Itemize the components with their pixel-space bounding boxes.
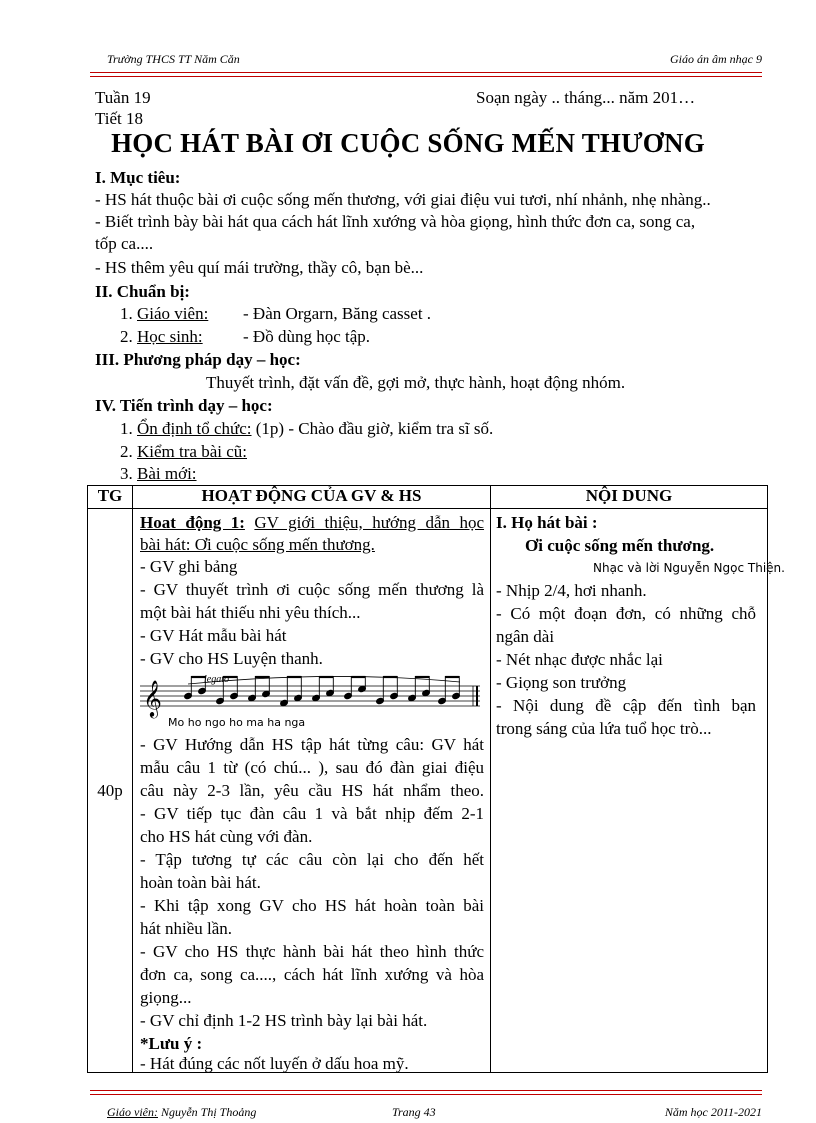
step-1-number: 1.	[120, 419, 133, 438]
lesson-number: Tiết 18	[95, 109, 144, 128]
objective-item: - HS thêm yêu quí mái trường, thầy cô, bạn bè...	[95, 258, 424, 277]
note-text: - Hát đúng các nốt luyến ở dấu hoa mỹ.	[140, 1054, 409, 1073]
activity-line: - GV ghi bảng	[140, 557, 238, 576]
activity-cell	[133, 509, 491, 1073]
activity-line: mẫu câu 1 từ (có chú... ), sau đó đàn giai điệu	[140, 758, 484, 777]
activity-line: - GV Hát mẫu bài hát	[140, 626, 287, 645]
step-3-number: 3.	[120, 464, 133, 483]
activity-line: đơn ca, song ca...., cách hát lĩnh xướng và hòa	[140, 965, 484, 984]
content-line: - Nội dung đề cập đến tình bạn	[496, 696, 756, 715]
process-step-3	[120, 463, 197, 485]
teacher-prep	[120, 303, 208, 325]
activity-line: - GV thuyết trình ơi cuộc sống mến thương là	[140, 580, 484, 599]
step-2-number: 2.	[120, 442, 133, 461]
treble-clef-icon: 𝄞	[143, 679, 162, 717]
process-heading: IV. Tiến trình dạy – học:	[95, 396, 273, 415]
teacher-prep-number: 1.	[120, 304, 133, 323]
music-staff-figure	[140, 670, 484, 730]
staff-lyrics: Mo ho ngo ho ma ha nga	[168, 716, 306, 729]
activity-line: - GV Hướng dẫn HS tập hát từng câu: GV hát	[140, 735, 484, 754]
content-line: - Giọng son trưởng	[496, 673, 627, 692]
page-title: HỌC HÁT BÀI ƠI CUỘC SỐNG MẾN THƯƠNG	[111, 128, 705, 158]
footer-page: Trang 43	[392, 1105, 436, 1119]
activity-line: - GV cho HS thực hành bài hát theo hình thức	[140, 942, 484, 961]
school-name: Trường THCS TT Năm Căn	[107, 52, 240, 66]
activity-line: hoàn toàn bài hát.	[140, 873, 261, 892]
footer-teacher-name: Nguyễn Thị Thoảng	[160, 1105, 257, 1119]
content-line: ngân dài	[496, 627, 555, 646]
activity-line: giọng...	[140, 988, 192, 1007]
objective-item: tốp ca....	[95, 234, 154, 253]
teacher-prep-label: Giáo viên:	[137, 304, 209, 323]
content-line: - Có một đoạn đơn, có những chỗ	[496, 604, 756, 623]
activity-line: câu này 2-3 lần, yêu cầu HS hát nhẩm theo.	[140, 781, 484, 800]
legato-marking: legato	[204, 674, 229, 685]
header-tg: TG	[88, 486, 133, 509]
activity-title	[140, 512, 484, 534]
footer-rule	[90, 1090, 762, 1095]
header-rule	[90, 72, 762, 77]
preparation-heading: II. Chuẩn bị:	[95, 282, 190, 301]
header-content: NỘI DUNG	[491, 486, 768, 509]
student-prep	[120, 326, 203, 348]
activity-line: - Tập tương tự các câu còn lại cho đến hết	[140, 850, 484, 869]
content-cell	[491, 509, 785, 1073]
week-label: Tuần 19	[95, 88, 151, 107]
activity-line: - GV tiếp tục đàn câu 1 và bắt nhịp đếm 2-1	[140, 804, 484, 823]
song-credit: Nhạc và lời Nguyễn Ngọc Thiện.	[593, 561, 785, 575]
activity-line: hát nhiều lần.	[140, 919, 233, 938]
time-cell	[88, 509, 133, 1073]
lesson-table	[87, 485, 785, 1073]
objective-item: - HS hát thuộc bài ơi cuộc sống mến thương, với giai điệu vui tươi, nhí nhảnh, nhẹ nhàng..	[95, 190, 711, 209]
activity-line: một bài hát thiếu nhi yêu thích...	[140, 603, 361, 622]
activity-line: - GV chỉ định 1-2 HS trình bày lại bài hát.	[140, 1011, 428, 1030]
step-2-label: Kiểm tra bài cũ:	[137, 442, 247, 461]
content-line: trong sáng của lứa tuổ học trò...	[496, 719, 712, 738]
activity-line: - Khi tập xong GV cho HS hát hoàn toàn bài	[140, 896, 484, 915]
step-1-value: (1p) - Chào đầu giờ, kiểm tra sĩ số.	[255, 419, 494, 438]
step-3-label: Bài mới:	[137, 464, 197, 483]
date-line: Soạn ngày .. tháng... năm 201…	[476, 88, 696, 107]
footer-teacher	[107, 1105, 256, 1120]
time-value: 40p	[97, 780, 123, 800]
process-step-2	[120, 441, 247, 463]
objectives-heading: I. Mục tiêu:	[95, 168, 181, 187]
student-prep-label: Học sinh:	[137, 327, 203, 346]
activity-title-rest: GV giới thiệu, hướng dẫn học	[254, 513, 485, 532]
song-title: Ơi cuộc sống mến thương.	[525, 536, 715, 555]
content-line: - Nhịp 2/4, hơi nhanh.	[496, 581, 647, 600]
student-prep-number: 2.	[120, 327, 133, 346]
student-prep-value: - Đồ dùng học tập.	[243, 327, 371, 346]
process-step-1	[120, 418, 493, 440]
activity-title-bold: Hoat động 1:	[140, 513, 245, 532]
footer-teacher-label: Giáo viên:	[107, 1105, 158, 1119]
teacher-prep-value: - Đàn Orgarn, Băng casset .	[243, 304, 432, 323]
content-heading: I. Họ hát bài :	[496, 513, 598, 532]
methods-text: Thuyết trình, đặt vấn đề, gợi mở, thực hành, hoạt động nhóm.	[206, 373, 626, 392]
step-1-label: Ổn định tổ chức:	[137, 419, 252, 438]
activity-title-line2: bài hát: Ơi cuộc sống mến thương.	[140, 535, 375, 554]
content-line: - Nét nhạc được nhắc lại	[496, 650, 663, 669]
footer-year: Năm học 2011-2021	[664, 1105, 762, 1119]
subject-name: Giáo án âm nhạc 9	[670, 52, 762, 66]
note-heading: *Lưu ý :	[140, 1034, 203, 1053]
header-activity: HOẠT ĐỘNG CỦA GV & HS	[133, 486, 491, 509]
objective-item: - Biết trình bày bài hát qua cách hát lĩnh xướng và hòa giọng, hình thức đơn ca, song ca,	[95, 212, 696, 231]
methods-heading: III. Phương pháp dạy – học:	[95, 350, 301, 369]
activity-line: - GV cho HS Luyện thanh.	[140, 649, 323, 668]
activity-line: cho HS hát cùng với đàn.	[140, 827, 313, 846]
